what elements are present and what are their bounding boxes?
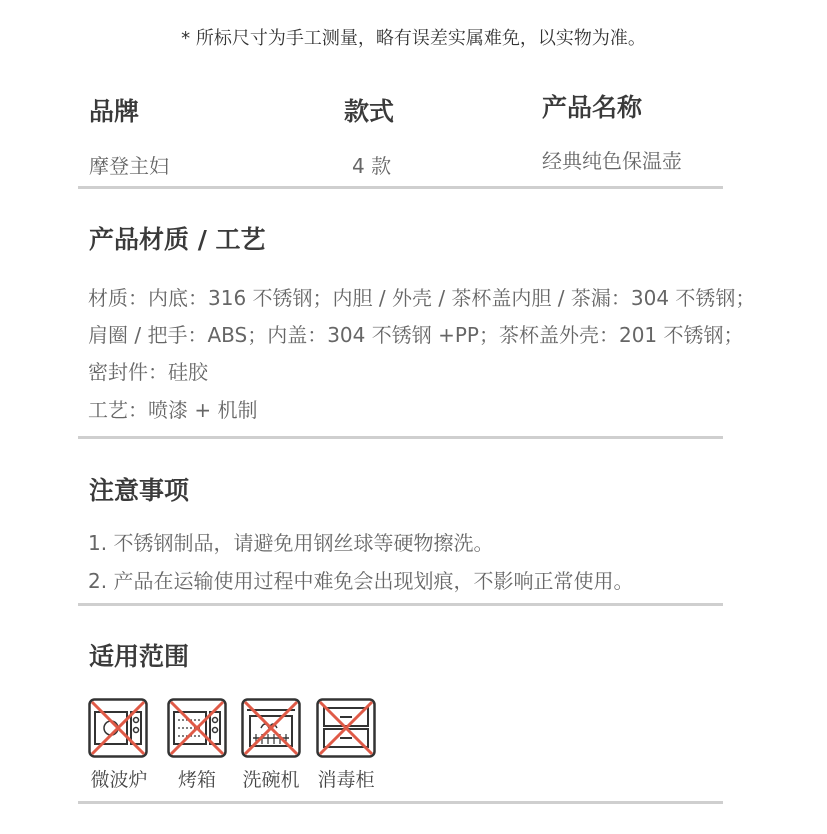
usage-title: 适用范围: [89, 642, 190, 671]
measurement-note: * 所标尺寸为手工测量，略有误差实属难免，以实物为准。: [181, 28, 646, 49]
brand-value: 摩登主妇: [89, 154, 169, 178]
brand-label: 品牌: [89, 97, 140, 126]
material-line: 材质：内底：316 不锈钢；内胆 / 外壳 / 茶杯盖内胆 / 茶漏：304 不锈钢；: [88, 286, 756, 310]
material-line: 肩圈 / 把手：ABS；内盖：304 不锈钢 +PP；茶杯盖外壳：201 不锈钢；: [88, 323, 744, 347]
oven-icon: [167, 698, 227, 758]
craft-line: 工艺：喷漆 + 机制: [88, 398, 258, 422]
divider: [78, 186, 723, 189]
notice-title: 注意事项: [89, 476, 190, 505]
notice-line: 1. 不锈钢制品，请避免用钢丝球等硬物擦洗。: [88, 531, 494, 555]
material-line: 密封件：硅胶: [88, 360, 208, 384]
divider: [78, 801, 723, 804]
material-title: 产品材质 / 工艺: [89, 225, 266, 254]
product-name-label: 产品名称: [542, 93, 643, 122]
notice-line: 2. 产品在运输使用过程中难免会出现划痕，不影响正常使用。: [88, 569, 634, 593]
dishwasher-icon: [241, 698, 301, 758]
oven-label: 烤箱: [177, 769, 216, 791]
divider: [78, 603, 723, 606]
microwave-icon: [88, 698, 148, 758]
dishwasher-label: 洗碗机: [242, 769, 300, 791]
divider: [78, 436, 723, 439]
style-label: 款式: [344, 97, 395, 126]
style-value: 4 款: [352, 154, 392, 178]
sterilizer-cabinet-label: 消毒柜: [317, 769, 375, 791]
microwave-label: 微波炉: [90, 769, 148, 791]
product-name-value: 经典纯色保温壶: [542, 149, 682, 173]
sterilizer-cabinet-icon: [316, 698, 376, 758]
